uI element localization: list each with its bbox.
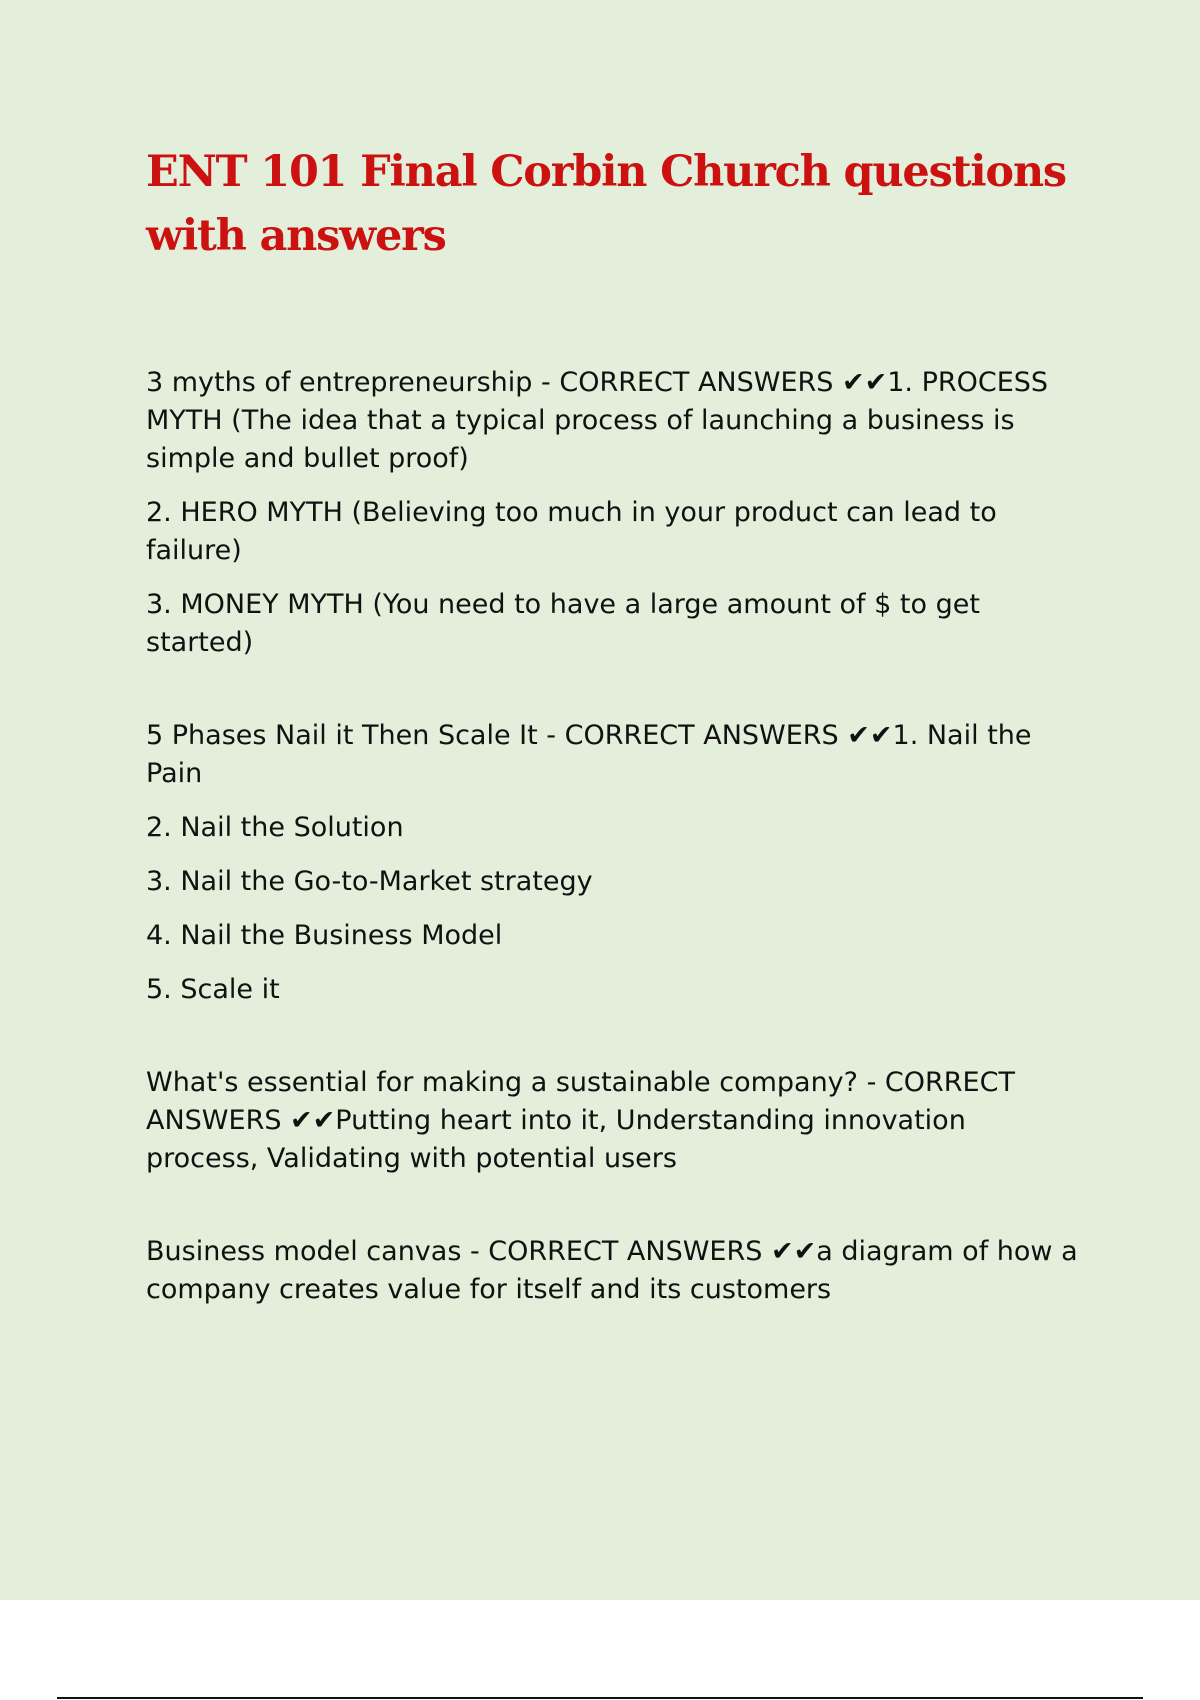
qa-line: What's essential for making a sustainable company? - CORRECT ANSWERS ✔✔Putting heart into it, Understanding innovation process, Validating with potential users — [146, 1067, 1015, 1174]
qa-list — [146, 364, 1086, 1309]
qa-item-business-model-canvas — [146, 1233, 1086, 1309]
footer-divider — [57, 1697, 1143, 1699]
document-content — [146, 140, 1086, 1364]
qa-line: 2. HERO MYTH (Believing too much in your product can lead to failure) — [146, 497, 997, 566]
qa-item-sustainable-company — [146, 1064, 1086, 1178]
qa-line: Business model canvas - CORRECT ANSWERS ✔✔a diagram of how a company creates value for itself and its customers — [146, 1236, 1078, 1305]
qa-line: 5. Scale it — [146, 974, 280, 1005]
document-title: ENT 101 Final Corbin Church questions with answers — [146, 147, 1066, 261]
qa-line: 2. Nail the Solution — [146, 812, 404, 843]
qa-item-myths — [146, 364, 1086, 662]
qa-line: 5 Phases Nail it Then Scale It - CORRECT ANSWERS ✔✔1. Nail the Pain — [146, 720, 1032, 789]
qa-line: 4. Nail the Business Model — [146, 920, 503, 951]
qa-line: 3 myths of entrepreneurship - CORRECT ANSWERS ✔✔1. PROCESS MYTH (The idea that a typical process of launching a business is simple and bullet proof) — [146, 367, 1049, 474]
qa-item-five-phases — [146, 717, 1086, 1009]
qa-line: 3. Nail the Go-to-Market strategy — [146, 866, 593, 897]
qa-line: 3. MONEY MYTH (You need to have a large amount of $ to get started) — [146, 589, 980, 658]
